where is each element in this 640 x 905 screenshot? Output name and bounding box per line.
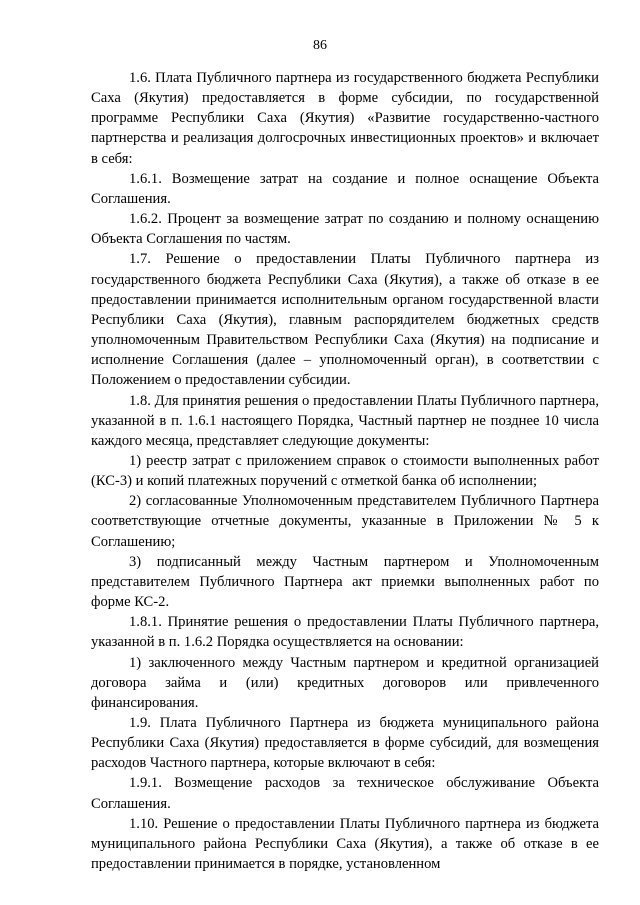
list-item-1-8-3: 3) подписанный между Частным партнером и Уполномоченным представителем Публичного Партнера акт приемки выполненных работ по форме КС-2.	[91, 553, 599, 611]
paragraph-1-6: 1.6. Плата Публичного партнера из государственного бюджета Республики Саха (Якутия) предоставляется в форме субсидии, по государственной программе Республики Саха (Якутия) «Развитие государственно-частного партнерства и реализация долгосрочных инвестиционных проектов» и включает в себя:	[91, 70, 599, 167]
page-number: 86	[313, 38, 327, 53]
paragraph-1-8-1: 1.8.1. Принятие решения о предоставлении Платы Публичного партнера, указанной в п. 1.6.2 Порядка осуществляется на основании:	[91, 614, 599, 651]
paragraph-1-6-2: 1.6.2. Процент за возмещение затрат по созданию и полному оснащению Объекта Соглашения по частям.	[91, 211, 599, 248]
paragraph-1-6-1: 1.6.1. Возмещение затрат на создание и полное оснащение Объекта Соглашения.	[91, 170, 599, 207]
list-item-1-8-1-1: 1) заключенного между Частным партнером и кредитной организацией договора займа и (или) кредитных договоров или привлеченного финансирования.	[91, 654, 599, 711]
paragraph-1-9: 1.9. Плата Публичного Партнера из бюджета муниципального района Республики Саха (Якутия) предоставляется в форме субсидий, для возмещения расходов Частного партнера, которые включают в себя:	[91, 715, 599, 772]
document-body	[91, 68, 599, 874]
paragraph-1-10: 1.10. Решение о предоставлении Платы Публичного партнера из бюджета муниципального района Республики Саха (Якутия), а также об отказе в ее предоставлении принимается в порядке, установленном	[91, 815, 599, 873]
paragraph-1-8: 1.8. Для принятия решения о предоставлении Платы Публичного партнера, указанной в п. 1.6.1 настоящего Порядка, Частный партнер не позднее 10 числа каждого месяца, представляет следующие документы:	[91, 392, 599, 449]
paragraph-1-7: 1.7. Решение о предоставлении Платы Публичного партнера из государственного бюджета Республики Саха (Якутия), а также об отказе в ее предоставлении принимается исполнительным органом государственной власти Республики Саха (Якутия), главным распорядителем бюджетных средств уполномоченным Правительством Республики Саха (Якутия) на подписание и исполнение Соглашения (далее – уполномоченный орган), в соответствии с Положением о предоставлении субсидии.	[91, 251, 599, 389]
list-item-1-8-1: 1) реестр затрат с приложением справок о стоимости выполненных работ (КС-3) и копий платежных поручений с отметкой банка об исполнении;	[91, 452, 599, 490]
paragraph-1-9-1: 1.9.1. Возмещение расходов за техническое обслуживание Объекта Соглашения.	[91, 775, 599, 812]
list-item-1-8-2: 2) согласованные Уполномоченным представителем Публичного Партнера соответствующие отчетные документы, указанные в Приложении № 5 к Соглашению;	[91, 493, 599, 550]
